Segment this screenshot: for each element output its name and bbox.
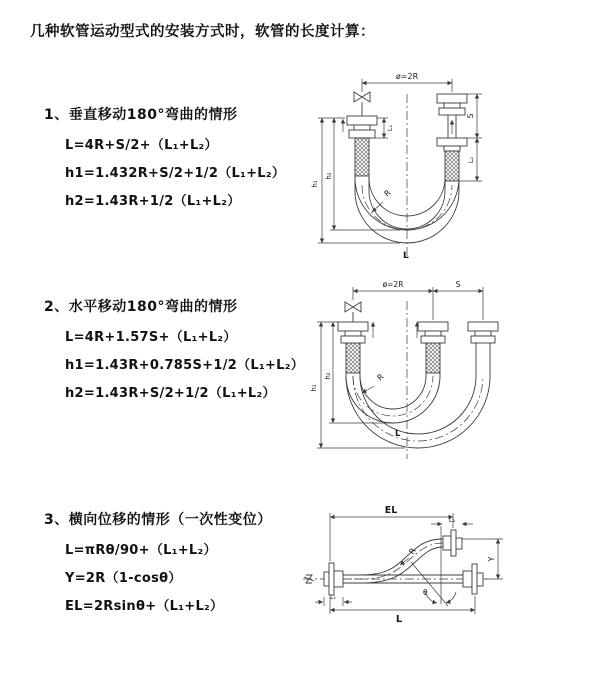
braided-hose-section <box>346 343 360 373</box>
dim-label-h1: h₁ <box>310 384 318 392</box>
dim-label-2r: ø=2R <box>395 72 419 81</box>
left-fitting <box>347 116 377 176</box>
formula-h2: h2=1.43R+1/2（L₁+L₂） <box>65 194 241 209</box>
dim-label-2r: ø=2R <box>382 280 404 289</box>
section-2 <box>44 296 304 413</box>
section-2-heading: 2、水平移动180°弯曲的情形 <box>44 299 238 315</box>
valve-icon <box>354 92 370 102</box>
lower-right-flange <box>463 564 483 594</box>
dim-label-h2: h₂ <box>325 172 333 180</box>
dim-label-h1: h₁ <box>311 180 319 188</box>
formula-length: L=4R+1.57S+（L₁+L₂） <box>65 330 237 345</box>
formula-h1: h1=1.432R+S/2+1/2（L₁+L₂） <box>65 166 286 181</box>
dim-label-el: EL <box>384 505 398 516</box>
right-fitting-lower <box>437 138 467 181</box>
hose-curve <box>343 539 443 575</box>
formula-el: EL=2Rsinθ+（L₁+L₂） <box>65 599 224 614</box>
dim-label-l: L <box>403 251 409 261</box>
section-1-heading: 1、垂直移动180°弯曲的情形 <box>44 107 238 123</box>
dim-label-l2: L₂ <box>448 516 456 524</box>
dim-label-l: L <box>395 429 401 439</box>
section-1 <box>44 104 285 221</box>
formula-length: L=4R+S/2+（L₁+L₂） <box>65 138 218 153</box>
dim-label-s: S <box>455 280 461 289</box>
formula-h2: h2=1.43R+S/2+1/2（L₁+L₂） <box>65 386 276 401</box>
formula-length: L=πRθ/90+（L₁+L₂） <box>65 543 217 558</box>
dim-label-r: R <box>375 372 386 383</box>
diagram-vertical-move-u-bend <box>300 66 580 264</box>
dim-label-r: R <box>382 188 393 199</box>
section-3 <box>44 509 272 626</box>
formula-y: Y=2R（1-cosθ） <box>65 571 182 586</box>
diagram-lateral-displacement <box>295 498 595 648</box>
dim-label-s: S <box>466 113 475 119</box>
section-3-heading: 3、横向位移的情形（一次性变位） <box>44 512 272 528</box>
dim-label-r: R <box>407 546 418 557</box>
dim-label-l1: L₁ <box>330 594 336 601</box>
dim-label-h2: h₂ <box>324 372 332 380</box>
dim-label-l1: L₁ <box>386 124 394 132</box>
valve-icon <box>345 302 361 312</box>
right-fitting-moved <box>468 322 498 343</box>
formula-h1: h1=1.43R+0.785S+1/2（L₁+L₂） <box>65 358 305 373</box>
page-title: 几种软管运动型式的安装方式时，软管的长度计算： <box>30 24 375 40</box>
left-fitting <box>338 322 368 373</box>
dim-label-y: Y <box>487 556 496 562</box>
left-flange <box>324 563 343 595</box>
upper-right-flange <box>443 530 462 556</box>
middle-fitting <box>418 322 448 373</box>
braided-hose-section <box>355 138 369 176</box>
dim-label-l: L <box>395 614 403 625</box>
dim-label-l2: L₂ <box>467 156 475 164</box>
dim-label-theta: θ <box>423 588 428 597</box>
braided-hose-section <box>426 343 440 373</box>
right-fitting-upper <box>437 94 467 115</box>
diagram-horizontal-move-u-bend <box>303 276 593 468</box>
braided-hose-section <box>445 151 459 181</box>
